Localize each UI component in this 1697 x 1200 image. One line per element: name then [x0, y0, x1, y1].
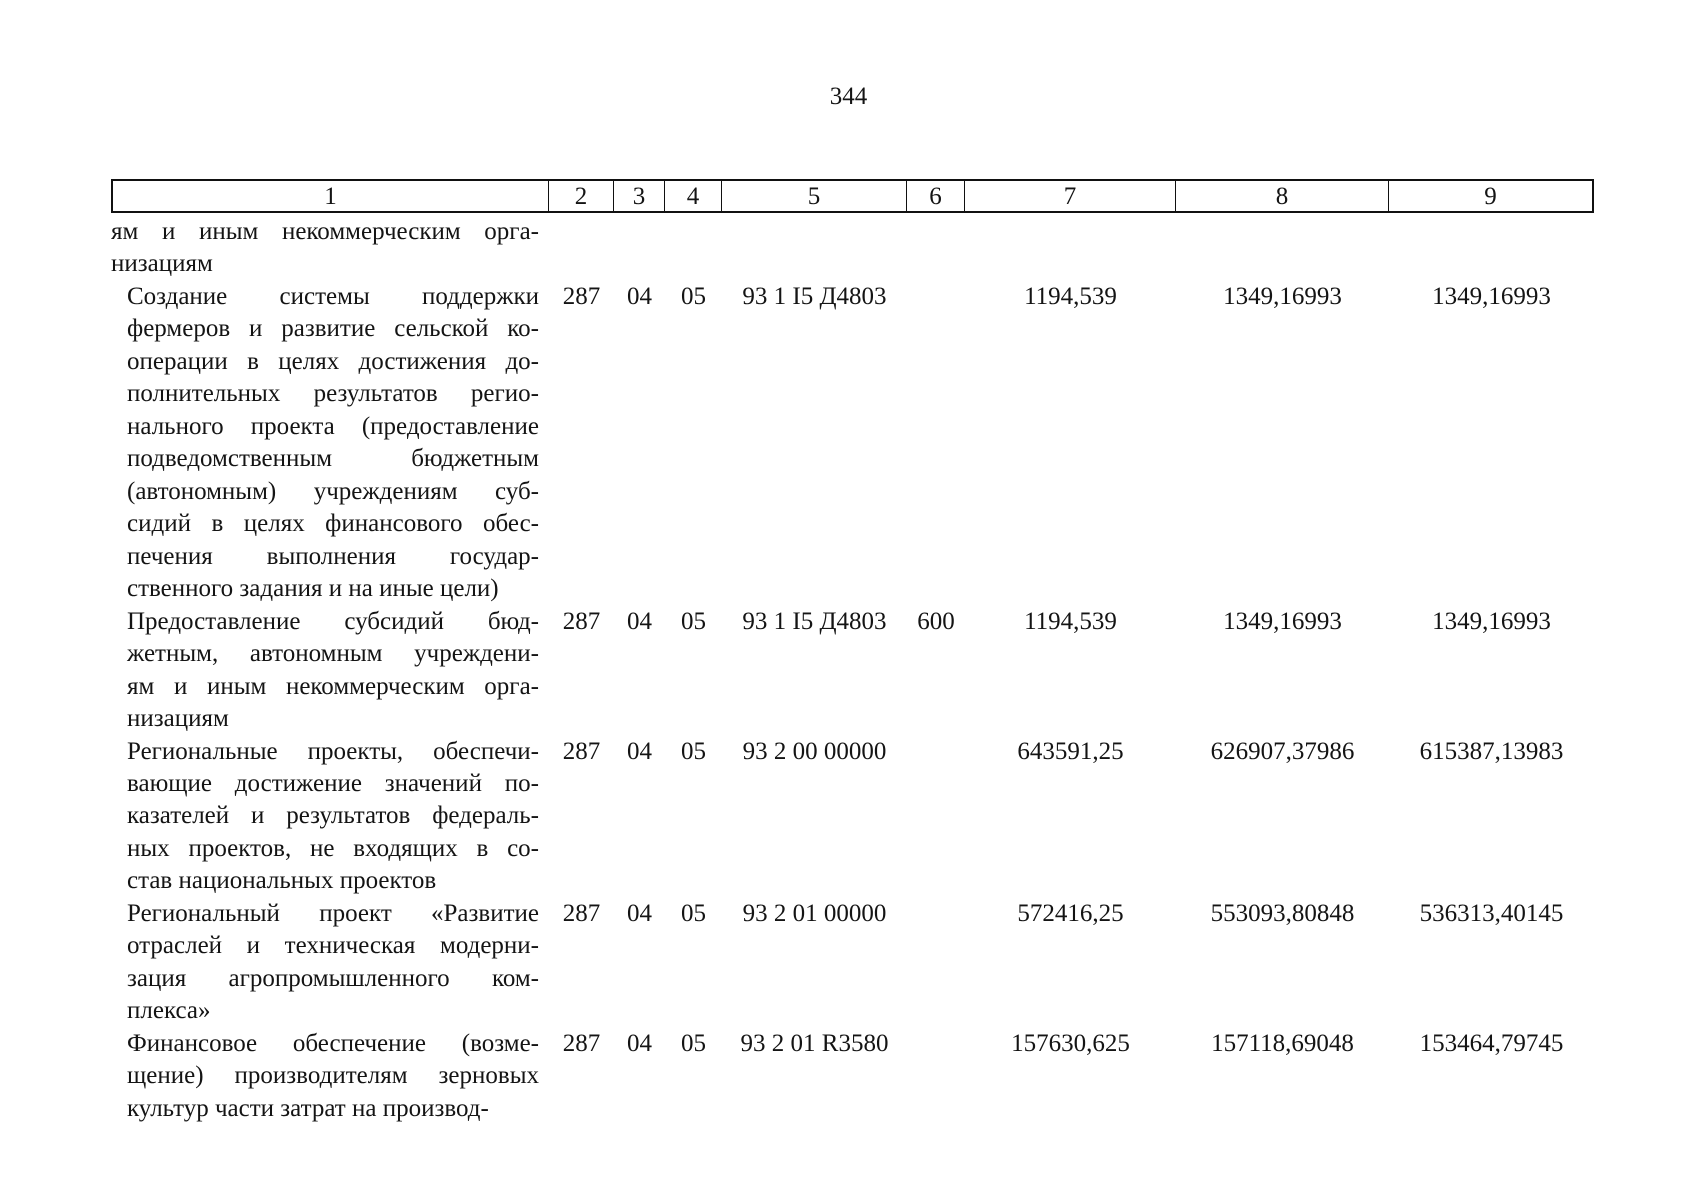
- description-line: подведомственным бюджетным: [127, 445, 539, 473]
- description-line: Региональный проект «Развитие: [127, 899, 539, 927]
- row-description: [111, 216, 549, 281]
- cell-col7: 1194,539: [1024, 282, 1117, 310]
- cell-col4: 05: [681, 607, 706, 635]
- description-line: операции в целях достижения до-: [127, 347, 539, 375]
- description-line: нального проекта (предоставление: [127, 412, 539, 440]
- cell-col6: [907, 216, 965, 281]
- cell-col6: 600: [917, 607, 955, 635]
- cell-col5: 93 1 I5 Д4803: [742, 282, 887, 310]
- cell-col9: 615387,13983: [1419, 737, 1564, 765]
- cell-col9: [1389, 216, 1594, 281]
- cell-col3: 04: [627, 1029, 652, 1057]
- description-line: ям и иным некоммерческим орга-: [111, 218, 539, 245]
- row-description: [111, 606, 549, 736]
- description-line: полнительных результатов регио-: [127, 380, 539, 408]
- header-col-7: 7: [965, 181, 1176, 212]
- cell-col9: 153464,79745: [1419, 1029, 1564, 1057]
- header-col-1: 1: [113, 181, 549, 212]
- description-line: сидий в целях финансового обес-: [127, 510, 539, 538]
- cell-col8: 157118,69048: [1211, 1029, 1354, 1057]
- cell-col4: 05: [681, 282, 706, 310]
- description-line: казателей и результатов федераль-: [127, 802, 539, 830]
- table-row: [111, 898, 1594, 1028]
- row-description: [111, 1028, 549, 1125]
- row-description: [111, 736, 549, 898]
- description-line: Региональные проекты, обеспечи-: [127, 737, 539, 765]
- cell-col5: 93 2 00 00000: [742, 737, 887, 765]
- cell-col2: 287: [562, 282, 601, 310]
- header-col-8: 8: [1176, 181, 1389, 212]
- header-col-6: 6: [907, 181, 965, 212]
- cell-col9: 1349,16993: [1432, 282, 1551, 310]
- description-line: ям и иным некоммерческим орга-: [127, 672, 539, 700]
- cell-col7: 643591,25: [1017, 737, 1124, 765]
- description-line: низациям: [111, 250, 213, 278]
- cell-col8: 626907,37986: [1210, 737, 1355, 765]
- cell-col3: 04: [627, 282, 652, 310]
- table-row: [111, 736, 1594, 898]
- cell-col2: 287: [562, 1029, 601, 1057]
- cell-col4: 05: [681, 1029, 706, 1057]
- cell-col6: [907, 1028, 965, 1125]
- cell-col5: [722, 216, 907, 281]
- cell-col8: 1349,16993: [1223, 607, 1342, 635]
- description-line: вающие достижение значений по-: [127, 769, 539, 797]
- cell-col3: 04: [627, 737, 652, 765]
- description-line: став национальных проектов: [127, 867, 437, 895]
- cell-col9: 1349,16993: [1432, 607, 1551, 635]
- row-description: [111, 281, 549, 606]
- header-col-3: 3: [614, 181, 665, 212]
- header-col-5: 5: [722, 181, 907, 212]
- cell-col7: 572416,25: [1017, 899, 1124, 927]
- header-col-9: 9: [1484, 183, 1497, 210]
- description-line: печения выполнения государ-: [127, 542, 539, 570]
- table-row: [111, 281, 1594, 606]
- description-line: жетным, автономным учреждени-: [127, 640, 539, 668]
- table-header: [111, 179, 1594, 213]
- description-line: фермеров и развитие сельской ко-: [127, 315, 539, 343]
- cell-col3: 04: [627, 607, 652, 635]
- cell-col2: 287: [562, 899, 601, 927]
- description-line: Предоставление субсидий бюд-: [127, 607, 539, 635]
- cell-col2: 287: [562, 737, 601, 765]
- cell-col5: 93 2 01 00000: [742, 899, 887, 927]
- cell-col8: 553093,80848: [1210, 899, 1355, 927]
- description-line: Создание системы поддержки: [127, 282, 539, 310]
- description-line: (автономным) учреждениям суб-: [127, 477, 539, 505]
- cell-col4: [665, 216, 722, 281]
- cell-col4: 05: [681, 737, 706, 765]
- table-row: [111, 606, 1594, 736]
- description-line: ных проектов, не входящих в со-: [127, 834, 539, 862]
- cell-col6: [907, 281, 965, 606]
- cell-col8: 1349,16993: [1223, 282, 1342, 310]
- cell-col7: 1194,539: [1024, 607, 1117, 635]
- description-line: ственного задания и на иные цели): [127, 575, 499, 603]
- cell-col8: [1176, 216, 1389, 281]
- description-line: низациям: [127, 705, 229, 733]
- description-line: отраслей и техническая модерни-: [127, 932, 539, 960]
- cell-col9: 536313,40145: [1419, 899, 1564, 927]
- cell-col2: 287: [562, 607, 601, 635]
- cell-col4: 05: [681, 899, 706, 927]
- cell-col3: 04: [627, 899, 652, 927]
- description-line: щение) производителям зерновых: [127, 1062, 539, 1090]
- description-line: плекса»: [127, 997, 211, 1025]
- header-col-2: 2: [549, 181, 614, 212]
- header-col-4: 4: [665, 181, 722, 212]
- table-body: [111, 216, 1594, 1125]
- cell-col7: 157630,625: [1011, 1029, 1130, 1057]
- cell-col6: [907, 898, 965, 1028]
- description-line: зация агропромышленного ком-: [127, 964, 539, 992]
- cell-col5: 93 2 01 R3580: [740, 1029, 889, 1057]
- cell-col5: 93 1 I5 Д4803: [742, 607, 887, 635]
- table-row: [111, 216, 1594, 281]
- description-line: Финансовое обеспечение (возме-: [127, 1029, 539, 1057]
- cell-col7: [965, 216, 1176, 281]
- cell-col3: [614, 216, 665, 281]
- cell-col2: [549, 216, 614, 281]
- cell-col6: [907, 736, 965, 898]
- description-line: культур части затрат на производ-: [127, 1094, 489, 1122]
- row-description: [111, 898, 549, 1028]
- page-number: 344: [829, 83, 868, 110]
- table-row: [111, 1028, 1594, 1125]
